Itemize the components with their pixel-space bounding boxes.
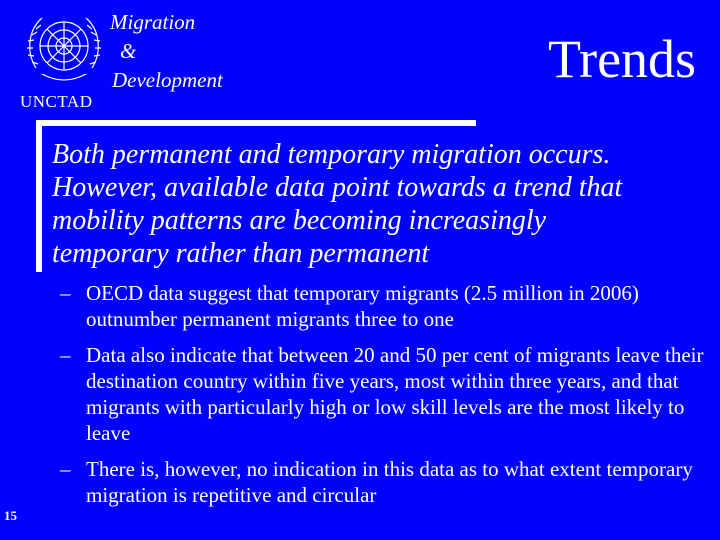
decorative-rule-horizontal (36, 120, 476, 126)
main-statement-line: temporary rather than permanent (52, 238, 430, 269)
decorative-rule-vertical (36, 120, 42, 272)
bullet-dash: – (60, 281, 71, 305)
org-label: UNCTAD (20, 92, 93, 111)
slide-title: Trends (548, 29, 697, 89)
main-statement-line: Both permanent and temporary migration occurs. (52, 139, 611, 170)
bullet-dash: – (60, 343, 71, 367)
slide-subtitle (110, 8, 223, 95)
bullet-text: There is, however, no indication in this data as to what extent temporary migration is repetitive and circular (86, 457, 693, 507)
bullet-text: OECD data suggest that temporary migrants (2.5 million in 2006) outnumber permanent migrants three to one (86, 281, 639, 331)
subtitle-line: & (120, 39, 137, 63)
main-statement-line: mobility patterns are becoming increasingly (52, 205, 547, 236)
subtitle-line: Development (112, 68, 223, 92)
bullet-text: Data also indicate that between 20 and 50 per cent of migrants leave their destination country within five years, most within three years, and that migrants with particularly high or low skill levels are the most likely to leave (86, 343, 704, 445)
bullet-item (60, 342, 705, 446)
main-statement (52, 138, 720, 270)
main-statement-line: However, available data point towards a trend that (52, 172, 623, 203)
bullet-item (60, 280, 705, 332)
page-number: 15 (4, 508, 17, 523)
bullet-list (60, 280, 705, 518)
un-emblem-icon (20, 8, 108, 88)
bullet-dash: – (60, 457, 71, 481)
bullet-item (60, 456, 705, 508)
subtitle-line: Migration (110, 10, 196, 34)
